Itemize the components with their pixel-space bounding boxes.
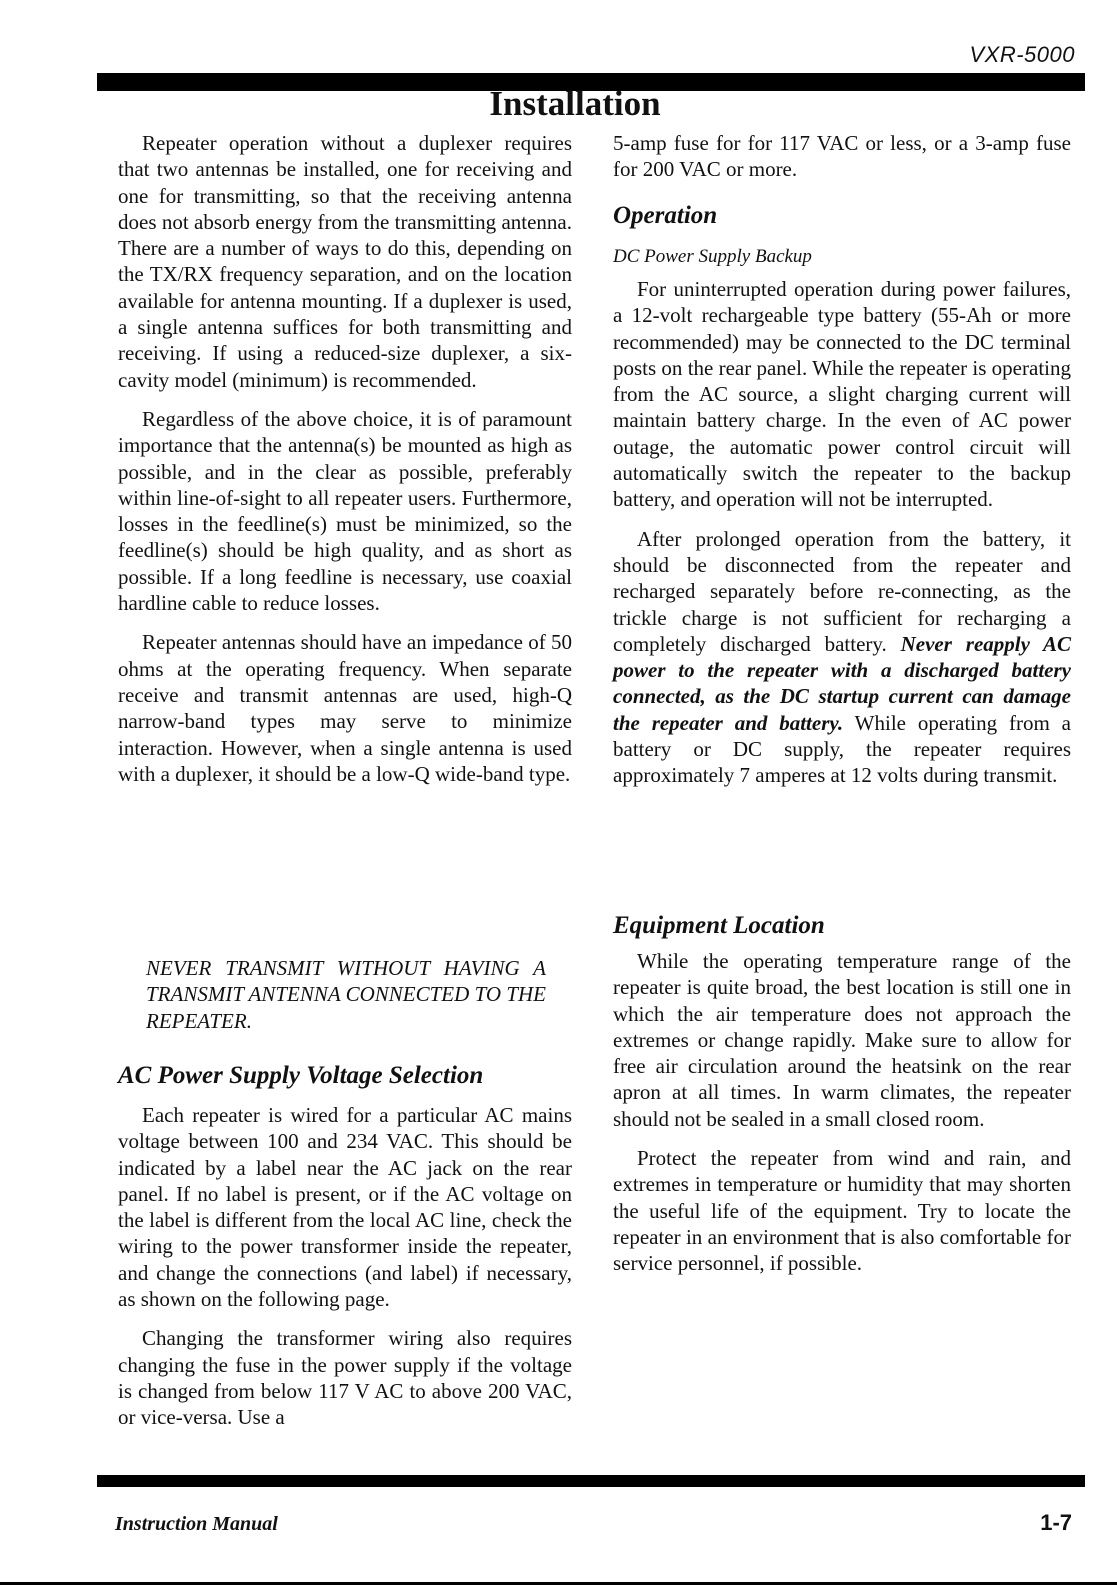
paragraph: For uninterrupted operation during power failures, a 12-volt rechargeable type battery (55-Ah or more recommended) may be connected to the DC terminal posts on the rear panel. While the repeater is operating from the AC source, a slight charging current will maintain battery charge. In the even of AC power outage, the automatic power control circuit will automatically switch the repeater to the backup battery, and operation will not be interrupted.	[613, 277, 1071, 512]
footer-title: Instruction Manual	[115, 1513, 278, 1535]
paragraph	[613, 526, 1071, 789]
paragraph: While the operating temperature range of the repeater is quite broad, the best location is still one in which the air temperature does not approach the extremes or change rapidly. Make sure to allow for free air circulation around the heatsink on the rear apron at all times. In warm climates, the repeater should not be sealed in a small closed room.	[613, 949, 1071, 1131]
left-column-intro	[118, 130, 572, 787]
text: While operating from a battery or DC supply, the repeater requires approximately 7 amperes at 12 volts during transmit.	[613, 710, 1071, 788]
right-column-location	[613, 948, 1071, 1277]
subsection-heading: DC Power Supply Backup	[613, 246, 812, 267]
footer-rule	[97, 1475, 1085, 1487]
paragraph: Regardless of the above choice, it is of paramount importance that the antenna(s) be mounted as high as possible, and in the clear as possible, preferably within line-of-sight to all repeater users. Furthermore, losses in the feedline(s) must be minimized, so the feedline(s) should be high quality, and as short as possible. If a long feedline is necessary, use coaxial hardline cable to reduce losses.	[118, 406, 572, 616]
warning-text: Never reapply AC power to the repeater with a discharged battery connected, as the DC startup current can damage the repeater and battery.	[613, 631, 1072, 735]
paragraph: Repeater operation without a duplexer requires that two antennas be installed, one for receiving and one for transmitting, so that the receiving antenna does not absorb energy from the transmitting antenna. There are a number of ways to do this, depending on the TX/RX frequency separation, and on the location available for antenna mounting. If a duplexer is used, a single antenna suffices for both transmitting and receiving. If using a reduced-size duplexer, a six-cavity model (minimum) is recommended.	[118, 131, 572, 392]
paragraph: Protect the repeater from wind and rain, and extremes in temperature or humidity that may shorten the useful life of the equipment. Try to locate the repeater in an environment that is also comfortable for service personnel, if possible.	[613, 1146, 1071, 1276]
paragraph: Each repeater is wired for a particular AC mains voltage between 100 and 234 VAC. This should be indicated by a label near the AC jack on the rear panel. If no label is present, or if the AC voltage on the label is different from the local AC line, check the wiring to the power transformer inside the repeater, and change the connections (and label) if necessary, as shown on the following page.	[118, 1103, 572, 1312]
warning-note: NEVER TRANSMIT WITHOUT HAVING A TRANSMIT ANTENNA CONNECTED TO THE REPEATER.	[146, 956, 546, 1033]
paragraph: Changing the transformer wiring also requires changing the fuse in the power supply if the voltage is changed from below 117 V AC to above 200 VAC, or vice-versa. Use a	[118, 1326, 572, 1430]
page-title: Installation	[489, 84, 661, 123]
section-heading: Operation	[613, 202, 718, 229]
section-heading: Equipment Location	[613, 912, 825, 939]
paragraph: Repeater antennas should have an impedance of 50 ohms at the operating frequency. When separate receive and transmit antennas are used, high-Q narrow-band types may serve to minimize interaction. However, when a single antenna is used with a duplexer, it should be a low-Q wide-band type.	[118, 630, 572, 786]
left-column-ac	[118, 1102, 572, 1431]
page-number: 1-7	[1040, 1510, 1072, 1535]
paragraph: 5-amp fuse for for 117 VAC or less, or a 3-amp fuse for 200 VAC or more.	[613, 131, 1071, 182]
right-column-continued	[613, 130, 1071, 183]
right-column-operation	[613, 276, 1071, 789]
text: After prolonged operation from the battery, it should be disconnected from the repeater and recharged separately before re-connecting, as the trickle charge is not sufficient for recharging a completely discharged battery.	[613, 526, 1071, 656]
model-header: VXR-5000	[969, 42, 1075, 67]
section-heading: AC Power Supply Voltage Selection	[118, 1062, 484, 1089]
